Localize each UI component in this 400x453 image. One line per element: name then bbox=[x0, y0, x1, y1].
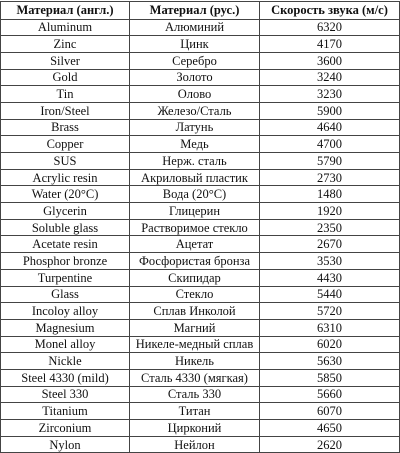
cell-sound-speed: 3240 bbox=[260, 69, 400, 86]
cell-material-russian: Алюминий bbox=[130, 19, 260, 36]
table-row bbox=[1, 219, 400, 236]
cell-material-russian: Сталь 4330 (мягкая) bbox=[130, 369, 260, 386]
cell-material-russian: Ацетат bbox=[130, 236, 260, 253]
table-header bbox=[1, 2, 400, 20]
table-row bbox=[1, 153, 400, 170]
table-row bbox=[1, 19, 400, 36]
cell-sound-speed: 4650 bbox=[260, 420, 400, 437]
cell-material-russian: Растворимое стекло bbox=[130, 219, 260, 236]
cell-sound-speed: 5850 bbox=[260, 369, 400, 386]
cell-material-russian: Стекло bbox=[130, 286, 260, 303]
cell-material-english: Steel 330 bbox=[1, 386, 130, 403]
cell-material-russian: Вода (20°C) bbox=[130, 186, 260, 203]
cell-material-russian: Акриловый пластик bbox=[130, 169, 260, 186]
cell-sound-speed: 1920 bbox=[260, 203, 400, 220]
table-row bbox=[1, 102, 400, 119]
cell-material-english: Copper bbox=[1, 136, 130, 153]
cell-material-english: Aluminum bbox=[1, 19, 130, 36]
table-row bbox=[1, 119, 400, 136]
table-row bbox=[1, 169, 400, 186]
cell-material-english: Magnesium bbox=[1, 319, 130, 336]
cell-sound-speed: 5790 bbox=[260, 153, 400, 170]
cell-sound-speed: 4430 bbox=[260, 269, 400, 286]
cell-material-russian: Никеле-медный сплав bbox=[130, 336, 260, 353]
cell-material-english: Acetate resin bbox=[1, 236, 130, 253]
cell-sound-speed: 5630 bbox=[260, 353, 400, 370]
cell-sound-speed: 6310 bbox=[260, 319, 400, 336]
cell-material-russian: Глицерин bbox=[130, 203, 260, 220]
cell-material-english: Phosphor bronze bbox=[1, 253, 130, 270]
cell-material-english: Water (20°C) bbox=[1, 186, 130, 203]
sound-speed-table bbox=[0, 1, 400, 453]
header-material-english: Материал (англ.) bbox=[1, 2, 130, 20]
cell-material-russian: Нерж. сталь bbox=[130, 153, 260, 170]
cell-material-russian: Магний bbox=[130, 319, 260, 336]
cell-sound-speed: 2350 bbox=[260, 219, 400, 236]
cell-material-english: Zinc bbox=[1, 36, 130, 53]
cell-material-english: SUS bbox=[1, 153, 130, 170]
cell-sound-speed: 4640 bbox=[260, 119, 400, 136]
cell-material-english: Brass bbox=[1, 119, 130, 136]
cell-material-russian: Сплав Инколой bbox=[130, 303, 260, 320]
cell-material-english: Incoloy alloy bbox=[1, 303, 130, 320]
cell-material-russian: Олово bbox=[130, 86, 260, 103]
cell-material-english: Glass bbox=[1, 286, 130, 303]
cell-material-russian: Титан bbox=[130, 403, 260, 420]
table-row bbox=[1, 436, 400, 453]
cell-sound-speed: 3600 bbox=[260, 52, 400, 69]
table-body bbox=[1, 19, 400, 453]
cell-material-english: Nylon bbox=[1, 436, 130, 453]
cell-sound-speed: 6320 bbox=[260, 19, 400, 36]
table-row bbox=[1, 269, 400, 286]
cell-sound-speed: 5660 bbox=[260, 386, 400, 403]
table-row bbox=[1, 403, 400, 420]
table-row bbox=[1, 286, 400, 303]
cell-material-english: Zirconium bbox=[1, 420, 130, 437]
header-sound-speed: Скорость звука (м/с) bbox=[260, 2, 400, 20]
cell-sound-speed: 5720 bbox=[260, 303, 400, 320]
cell-material-russian: Фосфористая бронза bbox=[130, 253, 260, 270]
cell-material-english: Acrylic resin bbox=[1, 169, 130, 186]
cell-material-english: Gold bbox=[1, 69, 130, 86]
cell-sound-speed: 6070 bbox=[260, 403, 400, 420]
cell-material-russian: Скипидар bbox=[130, 269, 260, 286]
cell-material-russian: Латунь bbox=[130, 119, 260, 136]
cell-material-english: Steel 4330 (mild) bbox=[1, 369, 130, 386]
table-row bbox=[1, 203, 400, 220]
cell-material-russian: Цинк bbox=[130, 36, 260, 53]
cell-sound-speed: 4700 bbox=[260, 136, 400, 153]
cell-material-russian: Нейлон bbox=[130, 436, 260, 453]
cell-material-russian: Серебро bbox=[130, 52, 260, 69]
table-row bbox=[1, 303, 400, 320]
cell-material-english: Titanium bbox=[1, 403, 130, 420]
cell-material-russian: Никель bbox=[130, 353, 260, 370]
cell-material-russian: Золото bbox=[130, 69, 260, 86]
cell-material-russian: Железо/Сталь bbox=[130, 102, 260, 119]
table-row bbox=[1, 353, 400, 370]
cell-sound-speed: 2730 bbox=[260, 169, 400, 186]
table-row bbox=[1, 136, 400, 153]
cell-material-english: Tin bbox=[1, 86, 130, 103]
cell-sound-speed: 2670 bbox=[260, 236, 400, 253]
table-row bbox=[1, 369, 400, 386]
cell-material-english: Monel alloy bbox=[1, 336, 130, 353]
header-row bbox=[1, 2, 400, 20]
table-row bbox=[1, 386, 400, 403]
cell-sound-speed: 5900 bbox=[260, 102, 400, 119]
header-material-russian: Материал (рус.) bbox=[130, 2, 260, 20]
table-row bbox=[1, 236, 400, 253]
table-row bbox=[1, 420, 400, 437]
cell-material-english: Soluble glass bbox=[1, 219, 130, 236]
cell-sound-speed: 5440 bbox=[260, 286, 400, 303]
cell-sound-speed: 1480 bbox=[260, 186, 400, 203]
cell-material-russian: Цирконий bbox=[130, 420, 260, 437]
cell-material-english: Nickle bbox=[1, 353, 130, 370]
cell-material-english: Silver bbox=[1, 52, 130, 69]
table-row bbox=[1, 69, 400, 86]
table-row bbox=[1, 319, 400, 336]
cell-sound-speed: 3530 bbox=[260, 253, 400, 270]
cell-sound-speed: 2620 bbox=[260, 436, 400, 453]
cell-sound-speed: 6020 bbox=[260, 336, 400, 353]
cell-material-english: Glycerin bbox=[1, 203, 130, 220]
table-row bbox=[1, 186, 400, 203]
cell-material-russian: Медь bbox=[130, 136, 260, 153]
table-row bbox=[1, 86, 400, 103]
cell-sound-speed: 3230 bbox=[260, 86, 400, 103]
table-row bbox=[1, 336, 400, 353]
cell-material-english: Turpentine bbox=[1, 269, 130, 286]
table-row bbox=[1, 253, 400, 270]
cell-material-english: Iron/Steel bbox=[1, 102, 130, 119]
table-row bbox=[1, 52, 400, 69]
cell-material-russian: Сталь 330 bbox=[130, 386, 260, 403]
table-row bbox=[1, 36, 400, 53]
cell-sound-speed: 4170 bbox=[260, 36, 400, 53]
